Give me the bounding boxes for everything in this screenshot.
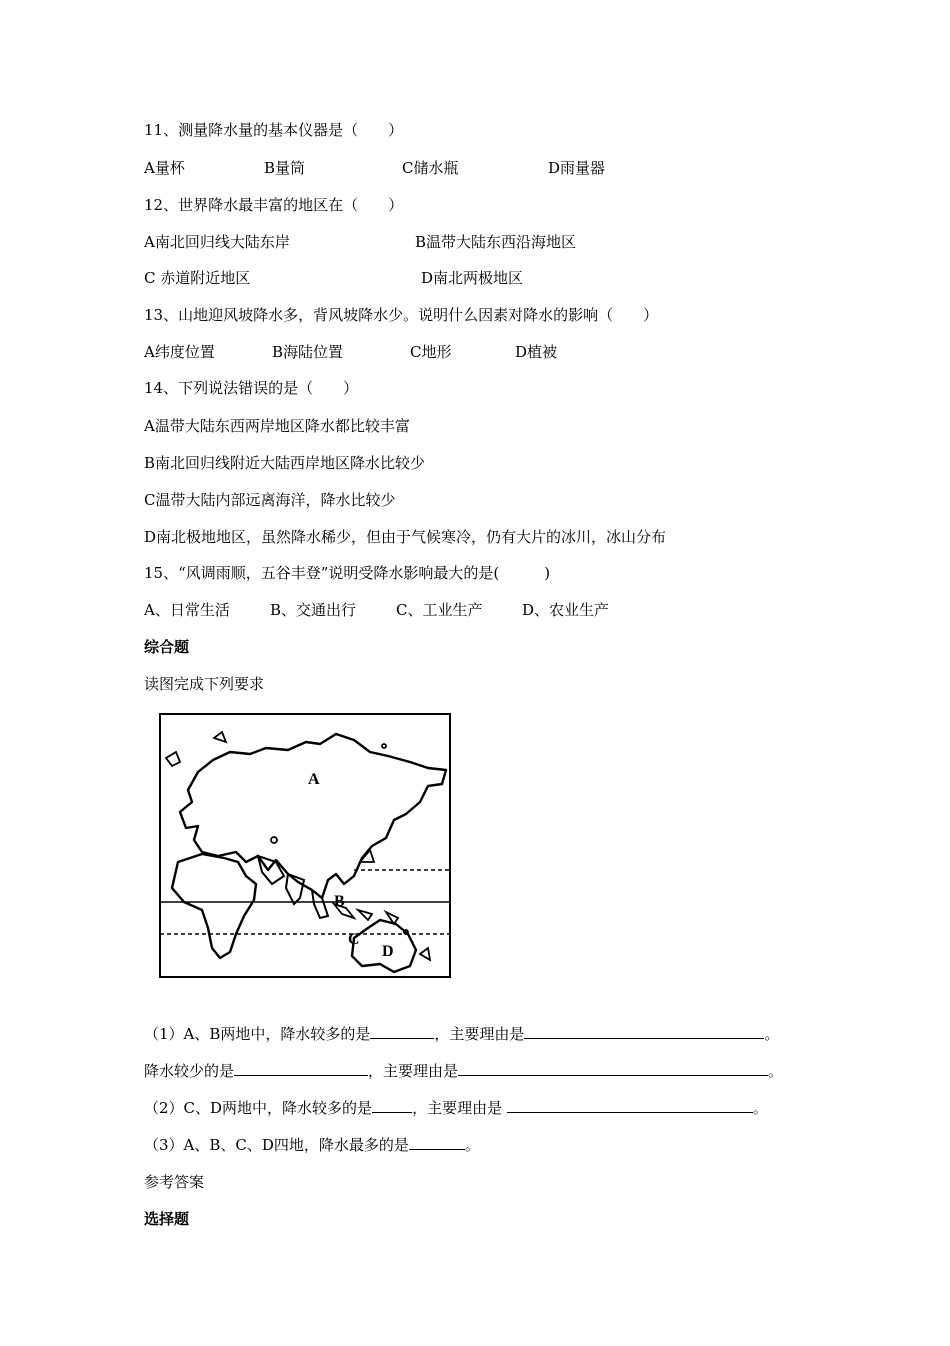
option-b: B量筒 [264, 159, 306, 177]
question-12-options-row2 [144, 268, 844, 288]
map-frame [160, 714, 450, 977]
question-12-options-row1 [144, 232, 844, 252]
option-d: D植被 [515, 343, 558, 361]
option-c: C地形 [410, 343, 452, 361]
answer-blank[interactable] [370, 1024, 434, 1039]
answer-blank[interactable] [507, 1098, 753, 1113]
question-12-stem: 12、世界降水最丰富的地区在（ ） [144, 196, 404, 214]
fill-question-2: （2）C、D两地中，降水较多的是 ，主要理由是 。 [144, 1099, 768, 1117]
eurasia-landmass [180, 734, 446, 898]
option-a: A南北回归线大陆东岸 [144, 233, 290, 251]
southeast-asia-landmass [312, 890, 328, 918]
fill-question-1a: （1）A、B两地中，降水较多的是 ，主要理由是 。 [144, 1025, 780, 1043]
map-label-b: B [334, 893, 345, 910]
answer-blank[interactable] [458, 1061, 768, 1076]
question-13-options [144, 342, 844, 362]
map-label-c: C [348, 931, 360, 948]
section-heading-comprehensive: 综合题 [144, 638, 190, 656]
question-11-stem: 11、测量降水量的基本仪器是（ ） [144, 121, 404, 139]
answer-blank[interactable] [372, 1098, 412, 1113]
option-d: D、农业生产 [522, 601, 610, 619]
option-d: D雨量器 [548, 159, 606, 177]
option-c: C储水瓶 [402, 159, 459, 177]
question-14-stem: 14、下列说法错误的是（ ） [144, 379, 359, 397]
option-a: A、日常生活 [144, 601, 230, 619]
option-a: A量杯 [144, 159, 185, 177]
fill-question-1b: 降水较少的是 ，主要理由是 。 [144, 1062, 784, 1080]
option-a: A纬度位置 [144, 343, 215, 361]
option-b: B温带大陆东西沿海地区 [415, 233, 577, 251]
map-label-d: D [382, 943, 394, 960]
map-prompt: 读图完成下列要求 [144, 675, 265, 693]
fill-question-3: （3）A、B、C、D四地，降水最多的是 。 [144, 1136, 480, 1154]
option-c: C 赤道附近地区 [144, 269, 251, 287]
option-d: D南北两极地区 [421, 269, 524, 287]
answer-blank[interactable] [234, 1061, 368, 1076]
question-15-stem: 15、“风调雨顺，五谷丰登”说明受降水影响最大的是( ) [144, 564, 551, 582]
question-14-option-b: B南北回归线附近大陆西岸地区降水比较少 [144, 454, 426, 472]
question-15-options [144, 600, 844, 620]
map-label-a: A [308, 771, 320, 788]
answer-section-heading: 选择题 [144, 1210, 190, 1228]
world-map-figure [158, 712, 452, 980]
answer-heading: 参考答案 [144, 1173, 205, 1191]
question-11-options [144, 158, 844, 178]
answer-blank[interactable] [524, 1024, 764, 1039]
question-14-option-a: A温带大陆东西两岸地区降水都比较丰富 [144, 417, 410, 435]
africa-landmass [172, 854, 256, 958]
option-b: B、交通出行 [270, 601, 357, 619]
option-c: C、工业生产 [396, 601, 483, 619]
answer-blank[interactable] [409, 1135, 465, 1150]
question-13-stem: 13、山地迎风坡降水多，背风坡降水少。说明什么因素对降水的影响（ ） [144, 306, 659, 324]
option-b: B海陆位置 [272, 343, 344, 361]
question-14-option-c: C温带大陆内部远离海洋，降水比较少 [144, 491, 396, 509]
question-14-option-d: D南北极地地区，虽然降水稀少，但由于气候寒冷，仍有大片的冰川，冰山分布 [144, 528, 667, 546]
